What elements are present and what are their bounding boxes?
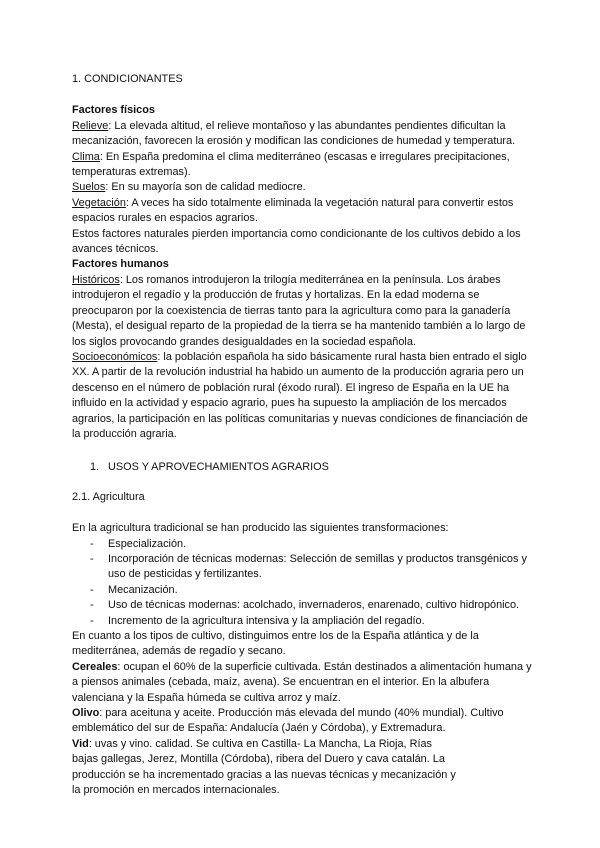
heading-usos-aprovechamientos bbox=[72, 460, 532, 475]
transformaciones-list bbox=[72, 537, 532, 629]
label-vegetacion: Vegetación bbox=[72, 196, 126, 209]
paragraph-tipos-cultivo: En cuanto a los tipos de cultivo, distinguimos entre los de la España atlántica y de la mediterránea, además de regadío y secano. bbox=[72, 630, 479, 658]
text-olivo: : para aceituna y aceite. Producción más elevada del mundo (40% mundial). Cultivo emblemático del sur de España: Andalucía (Jaén y Córdoba), y Extremadura. bbox=[72, 707, 504, 735]
label-relieve: Relieve bbox=[72, 119, 109, 132]
text-vid-line4: la promoción en mercados internacionales. bbox=[72, 784, 280, 797]
list-item: - Incremento de la agricultura intensiva y la ampliación del regadío. bbox=[90, 614, 532, 629]
list-item: - Uso de técnicas modernas: acolchado, invernaderos, enarenado, cultivo hidropónico. bbox=[90, 598, 532, 613]
label-suelos: Suelos bbox=[72, 181, 106, 194]
label-vid: Vid bbox=[72, 737, 89, 750]
text-clima: : En España predomina el clima mediterráneo (escasas e irregulares precipitaciones, temperaturas extremas). bbox=[72, 150, 510, 179]
paragraph-agricultura-intro: En la agricultura tradicional se han producido las siguientes transformaciones: bbox=[72, 522, 449, 535]
heading-factores-humanos: Factores humanos bbox=[72, 258, 169, 271]
text-vid-line2: bajas gallegas, Jerez, Montilla (Córdoba), ribera del Duero y cava catalán. La bbox=[72, 753, 445, 766]
label-historicos: Históricos bbox=[72, 273, 120, 286]
paragraph-olivo bbox=[72, 706, 532, 737]
paragraph-historicos bbox=[72, 273, 532, 350]
list-item: - Mecanización. bbox=[90, 583, 532, 598]
text-cereales: : ocupan el 60% de la superficie cultivada. Están destinados a alimentación humana y a piensos animales (cebada, maíz, avena). Se encuentran en el interior. En la albufera valenciana y la España húmeda se cultiva arroz y maíz. bbox=[72, 660, 532, 704]
document-content bbox=[72, 72, 532, 798]
heading-factores-fisicos: Factores físicos bbox=[72, 104, 155, 117]
heading-condicionantes: 1. CONDICIONANTES bbox=[72, 73, 183, 85]
text-historicos: : Los romanos introdujeron la trilogía mediterránea en la península. Los árabes introdujeron el regadío y la producción de frutas y hortalizas. En la edad moderna se preocuparon por la coexistencia de tierras tanto para la agricultura como para la ganadería (Mesta), el desigual reparto de la propiedad de la tierra se ha mantenido también a lo largo de los siglos provocando grandes desigualdades en la sociedad española. bbox=[72, 273, 526, 348]
text-vid-line1: : uvas y vino. calidad. Se cultiva en Castilla- La Mancha, La Rioja, Rías bbox=[88, 737, 432, 750]
text-vegetacion: : A veces ha sido totalmente eliminada la vegetación natural para convertir estos espacios rurales en espacios agrarios. bbox=[72, 196, 514, 225]
list-item: - Incorporación de técnicas modernas: Selección de semillas y productos transgénicos y uso de pesticidas y fertilizantes. bbox=[90, 552, 532, 583]
text-suelos: : En su mayoría son de calidad mediocre. bbox=[105, 181, 306, 194]
label-clima: Clima bbox=[72, 150, 100, 163]
paragraph-conclusion-fisicos: Estos factores naturales pierden importancia como condicionante de los cultivos debido a los avances técnicos. bbox=[72, 227, 521, 256]
paragraph-vegetacion bbox=[72, 196, 532, 227]
paragraph-socioeconomicos bbox=[72, 350, 532, 442]
heading-agricultura: 2.1. Agricultura bbox=[72, 490, 145, 503]
label-socioeconomicos: Socioeconómicos bbox=[72, 350, 158, 363]
paragraph-suelos bbox=[72, 180, 532, 195]
heading-text: USOS Y APROVECHAMIENTOS AGRARIOS bbox=[108, 461, 329, 474]
text-vid-line3: producción se ha incrementado gracias a las nuevas técnicas y mecanización y bbox=[72, 768, 456, 781]
paragraph-clima bbox=[72, 150, 532, 181]
text-socioeconomicos: : la población española ha sido básicamente rural hasta bien entrado el siglo XX. A partir de la revolución industrial ha habido un aumento de la producción agraria pero un descenso en el número de población rural (éxodo rural). El ingreso de España en la UE ha influido en la actividad y espacio agrario, pues ha supuesto la ampliación de los mercados agrarios, la participación en las políticas comunitarias y nuevas condiciones de financiación de la producción agraria. bbox=[72, 350, 528, 440]
label-olivo: Olivo bbox=[72, 707, 100, 720]
text-relieve: : La elevada altitud, el relieve montañoso y las abundantes pendientes dificultan la mecanización, favorecen la erosión y modifican las condiciones de humedad y temperatura. bbox=[72, 119, 516, 148]
paragraph-cereales bbox=[72, 660, 532, 706]
list-item: - Especialización. bbox=[90, 537, 532, 552]
label-cereales: Cereales bbox=[72, 660, 118, 673]
paragraph-vid bbox=[72, 737, 532, 799]
heading-number: 1. bbox=[90, 461, 100, 474]
paragraph-relieve bbox=[72, 119, 532, 150]
